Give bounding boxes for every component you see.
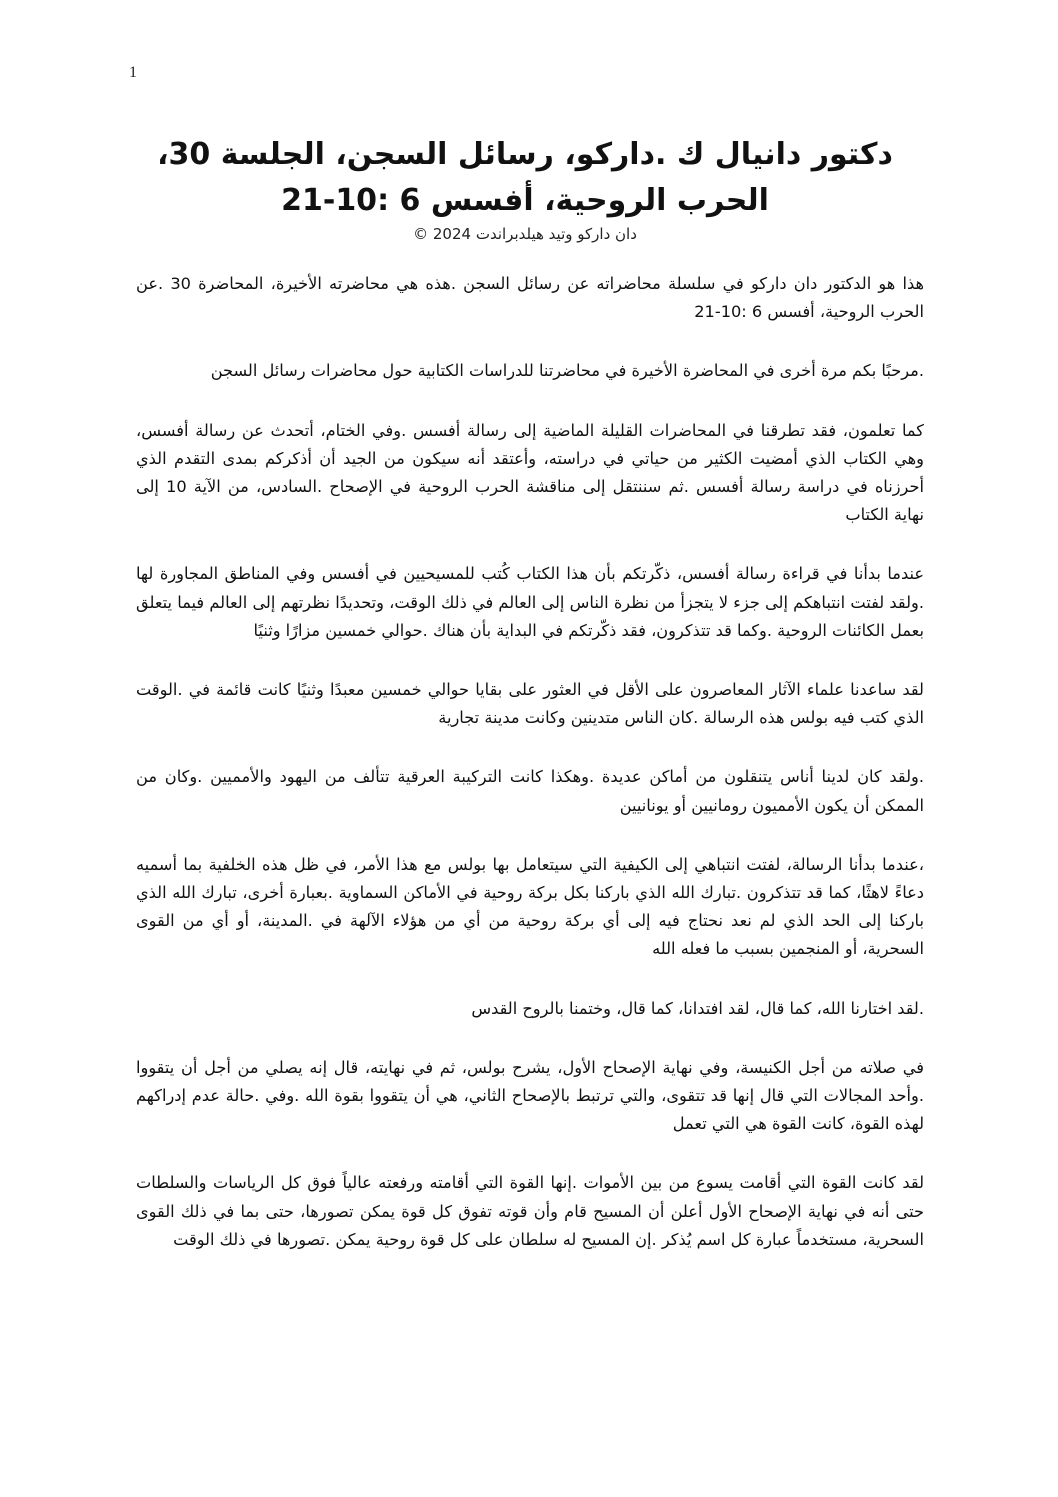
paragraph-worldview: عندما بدأنا في قراءة رسالة أفسس، ذكّرتكم بأن هذا الكتاب كُتب للمسيحيين في أفسس وفي المناطق المجاورة لها .ولقد لفتت انتباهكم إلى جزء لا يتجزأ من نظرة الناس إلى العالم في ذلك الوقت، وتحديدًا نظرتهم إلى العالم فيما يتعلق بعمل الكائنات الروحية .وكما قد تتذكرون، فقد ذكّرتكم في البداية بأن هناك .حوالي خمسين مزارًا وثنيًا (136, 564, 924, 640)
paragraph-archaeology: لقد ساعدنا علماء الآثار المعاصرون على الأقل في العثور على بقايا حوالي خمسين معبدًا وثنيًا كانت قائمة في .الوقت الذي كتب فيه بولس هذه الرسالة .كان الناس متدينين وكانت مدينة تجارية (136, 680, 924, 728)
copyright-line: دان داركو وتيد هيلدبراندت 2024 © (413, 225, 637, 243)
page-number: 1 (129, 64, 137, 81)
paragraph-blessing: ،عندما بدأنا الرسالة، لفتت انتباهي إلى الكيفية التي سيتعامل بها بولس مع هذا الأمر، في ظل هذه الخلفية بما أسميه دعاءً لاهثًا، كما قد تتذكرون .تبارك الله الذي باركنا بكل بركة روحية في الأماكن السماوية .بعبارة أخرى، تبارك الله الذي باركنا إلى الحد الذي لم نعد نحتاج فيه إلى أي بركة روحية من أي من هؤلاء الآلهة في .المدينة، أو أي من القوى السحرية، أو المنجمين بسبب ما فعله الله (136, 854, 924, 959)
paragraph-resurrection-power: لقد كانت القوة التي أقامت يسوع من بين الأموات .إنها القوة التي أقامته ورفعته عالياً فوق كل الرياسات والسلطات حتى أنه في نهاية الإصحاح الأول أعلن أن المسيح قام وأن قوته تفوق كل قوة يمكن تصورها، حتى بما في ذلك القوى السحرية، مستخدماً عبارة كل اسم يُذكر .إن المسيح له سلطان على كل قوة روحية يمكن .تصورها في ذلك الوقت (136, 1173, 924, 1249)
document-title: دكتور دانيال ك .داركو، رسائل السجن، الجلسة 30، الحرب الروحية، أفسس 6 :10-21 (157, 137, 893, 218)
paragraph-chosen: .لقد اختارنا الله، كما قال، لقد افتدانا، كما قال، وختمنا بالروح القدس (471, 998, 924, 1018)
paragraph-ephesians-review: كما تعلمون، فقد تطرقنا في المحاضرات القليلة الماضية إلى رسالة أفسس .وفي الختام، أتحدث عن رسالة أفسس، وهي الكتاب الذي أمضيت الكثير من حياتي في دراسته، وأعتقد أنه سيكون من الجيد أن أذكركم بمدى التقدم الذي أحرزناه في دراسة رسالة أفسس .ثم سننتقل إلى مناقشة الحرب الروحية في الإصحاح .السادس، من الآية 10 إلى نهاية الكتاب (136, 420, 924, 525)
paragraph-ethnic-makeup: .ولقد كان لدينا أناس يتنقلون من أماكن عديدة .وهكذا كانت التركيبة العرقية تتألف من اليهود والأمميين .وكان من الممكن أن يكون الأمميون رومانيين أو يونانيين (136, 767, 924, 815)
document-body (136, 270, 924, 1285)
paragraph-prayer: في صلاته من أجل الكنيسة، وفي نهاية الإصحاح الأول، يشرح بولس، ثم في نهايته، قال إنه يصلي من أجل أن يتقووا .وأحد المجالات التي قال إنها قد تتقوى، والتي ترتبط بالإصحاح الثاني، هي أن يتقووا بقوة الله .وفي .حالة عدم إدراكهم لهذه القوة، كانت القوة هي التي تعمل (136, 1057, 924, 1134)
paragraph-intro: هذا هو الدكتور دان داركو في سلسلة محاضراته عن رسائل السجن .هذه هي محاضرته الأخيرة، المحاضرة 30 .عن الحرب الروحية، أفسس 6 :10-21 (136, 274, 924, 322)
paragraph-welcome: .مرحبًا بكم مرة أخرى في المحاضرة الأخيرة في محاضرتنا للدراسات الكتابية حول محاضرات رسائل السجن (210, 361, 924, 381)
